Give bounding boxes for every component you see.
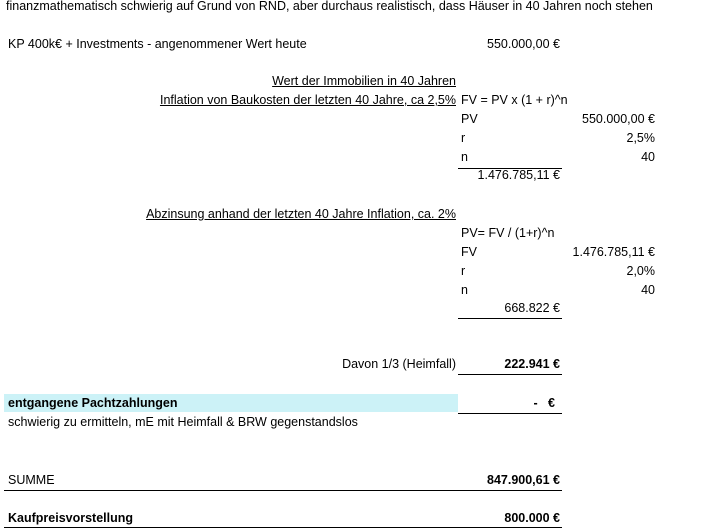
summe-label: SUMME bbox=[8, 473, 55, 487]
kaufpreis-rule bbox=[4, 527, 562, 528]
disc-label-r: r bbox=[461, 264, 466, 278]
disc-result: 668.822 € bbox=[504, 301, 560, 315]
fv-value-n: 40 bbox=[641, 150, 655, 164]
heimfall-value: 222.941 € bbox=[504, 357, 560, 371]
future-value-title: Wert der Immobilien in 40 Jahren bbox=[272, 74, 456, 88]
kp-label: KP 400k€ + Investments - angenommener Wert heute bbox=[8, 37, 307, 51]
disc-value-n: 40 bbox=[641, 283, 655, 297]
heimfall-rule bbox=[458, 374, 562, 375]
lease-label: entgangene Pachtzahlungen bbox=[8, 396, 178, 410]
lease-note: schwierig zu ermitteln, mE mit Heimfall & BRW gegenstandslos bbox=[8, 415, 358, 429]
kaufpreis-label: Kaufpreisvorstellung bbox=[8, 511, 134, 525]
disc-value-fv: 1.476.785,11 € bbox=[572, 245, 655, 259]
lease-value: - € bbox=[533, 396, 555, 410]
disc-label-n: n bbox=[461, 283, 468, 297]
fv-label-n: n bbox=[461, 150, 468, 164]
kaufpreis-value: 800.000 € bbox=[504, 511, 560, 525]
disc-result-rule bbox=[458, 318, 562, 319]
fv-label-pv: PV bbox=[461, 112, 478, 126]
fv-value-r: 2,5% bbox=[626, 131, 655, 145]
lease-rule bbox=[458, 413, 562, 414]
heimfall-label: Davon 1/3 (Heimfall) bbox=[342, 357, 456, 371]
fv-result: 1.476.785,11 € bbox=[477, 168, 560, 182]
discount-formula: PV= FV / (1+r)^n bbox=[461, 226, 555, 240]
summe-value: 847.900,61 € bbox=[487, 473, 560, 487]
fv-label-r: r bbox=[461, 131, 466, 145]
fv-value-pv: 550.000,00 € bbox=[582, 112, 655, 126]
header-note: finanzmathematisch schwierig auf Grund von RND, aber durchaus realistisch, dass Häuser in 40 Jahren noch stehen bbox=[6, 0, 653, 13]
disc-label-fv: FV bbox=[461, 245, 477, 259]
disc-value-r: 2,0% bbox=[626, 264, 655, 278]
future-value-formula: FV = PV x (1 + r)^n bbox=[461, 93, 568, 107]
kp-value: 550.000,00 € bbox=[487, 37, 560, 51]
discount-title: Abzinsung anhand der letzten 40 Jahre Inflation, ca. 2% bbox=[146, 207, 456, 221]
future-value-subtitle: Inflation von Baukosten der letzten 40 Jahre, ca 2,5% bbox=[159, 93, 456, 107]
summe-rule bbox=[4, 490, 562, 491]
